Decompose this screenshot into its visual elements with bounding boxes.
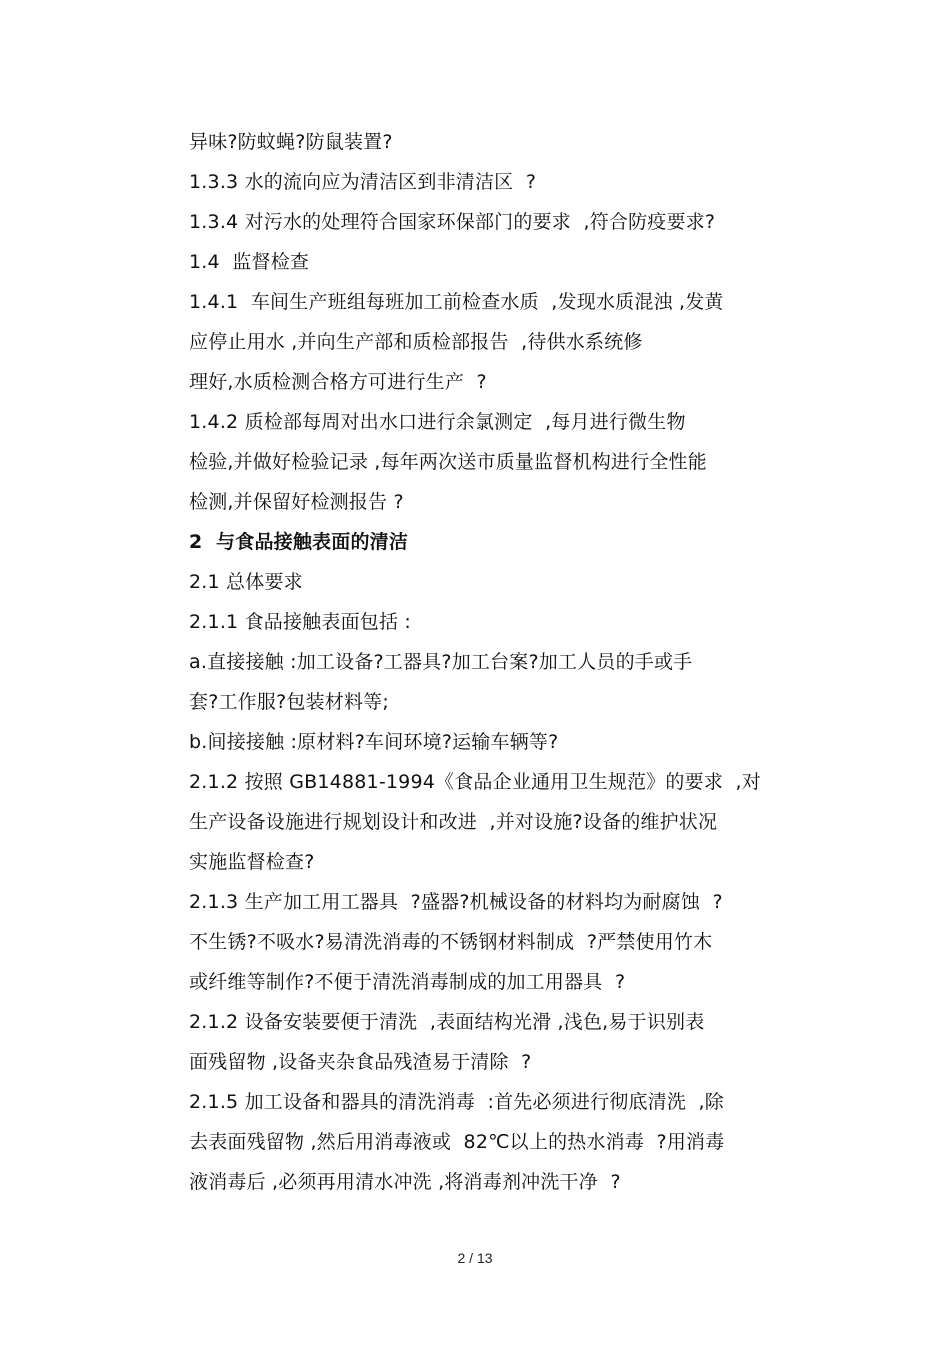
text-line: 2.1.2 按照 GB14881-1994《食品企业通用卫生规范》的要求 ,对 [189,771,761,793]
text-line: 应停止用水 ,并向生产部和质检部报告 ,待供水系统修 [189,331,643,353]
text-line: 检测,并保留好检测报告 ? [189,491,404,513]
page-number: 2 / 13 [457,1250,493,1266]
text-line: 1.3.4 对污水的处理符合国家环保部门的要求 ,符合防疫要求? [189,211,716,233]
text-line: 不生锈?不吸水?易清洗消毒的不锈钢材料制成 ?严禁使用竹木 [189,931,713,953]
text-line: 实施监督检查? [189,851,315,873]
text-line: 2.1.3 生产加工用工器具 ?盛器?机械设备的材料均为耐腐蚀 ? [189,891,723,913]
section-heading: 1.4 监督检查 [189,251,310,273]
text-line: b.间接接触 :原材料?车间环境?运输车辆等? [189,731,559,753]
chapter-heading: 2 与食品接触表面的清洁 [189,531,409,553]
text-line: 去表面残留物 ,然后用消毒液或 82℃以上的热水消毒 ?用消毒 [189,1131,725,1153]
text-line: 异味?防蚊蝇?防鼠装置? [189,131,393,153]
text-line: 2.1.1 食品接触表面包括 : [189,611,412,633]
text-line: 理好,水质检测合格方可进行生产 ? [189,371,487,393]
document-body [189,122,809,1202]
text-line: 1.4.1 车间生产班组每班加工前检查水质 ,发现水质混浊 ,发黄 [189,291,724,313]
text-line: 2.1.5 加工设备和器具的清洗消毒 :首先必须进行彻底清洗 ,除 [189,1091,724,1113]
text-line: 液消毒后 ,必须再用清水冲洗 ,将消毒剂冲洗干净 ? [189,1171,621,1193]
text-line: 2.1.2 设备安装要便于清洗 ,表面结构光滑 ,浅色,易于识别表 [189,1011,705,1033]
text-line: 1.4.2 质检部每周对出水口进行余氯测定 ,每月进行微生物 [189,411,686,433]
text-line: a.直接接触 :加工设备?工器具?加工台案?加工人员的手或手 [189,651,693,673]
section-heading: 2.1 总体要求 [189,571,303,593]
text-line: 1.3.3 水的流向应为清洁区到非清洁区 ? [189,171,537,193]
text-line: 或纤维等制作?不便于清洗消毒制成的加工用器具 ? [189,971,626,993]
text-line: 检验,并做好检验记录 ,每年两次送市质量监督机构进行全性能 [189,451,707,473]
text-line: 面残留物 ,设备夹杂食品残渣易于清除 ? [189,1051,532,1073]
text-line: 生产设备设施进行规划设计和改进 ,并对设施?设备的维护状况 [189,811,718,833]
text-line: 套?工作服?包装材料等; [189,691,389,713]
